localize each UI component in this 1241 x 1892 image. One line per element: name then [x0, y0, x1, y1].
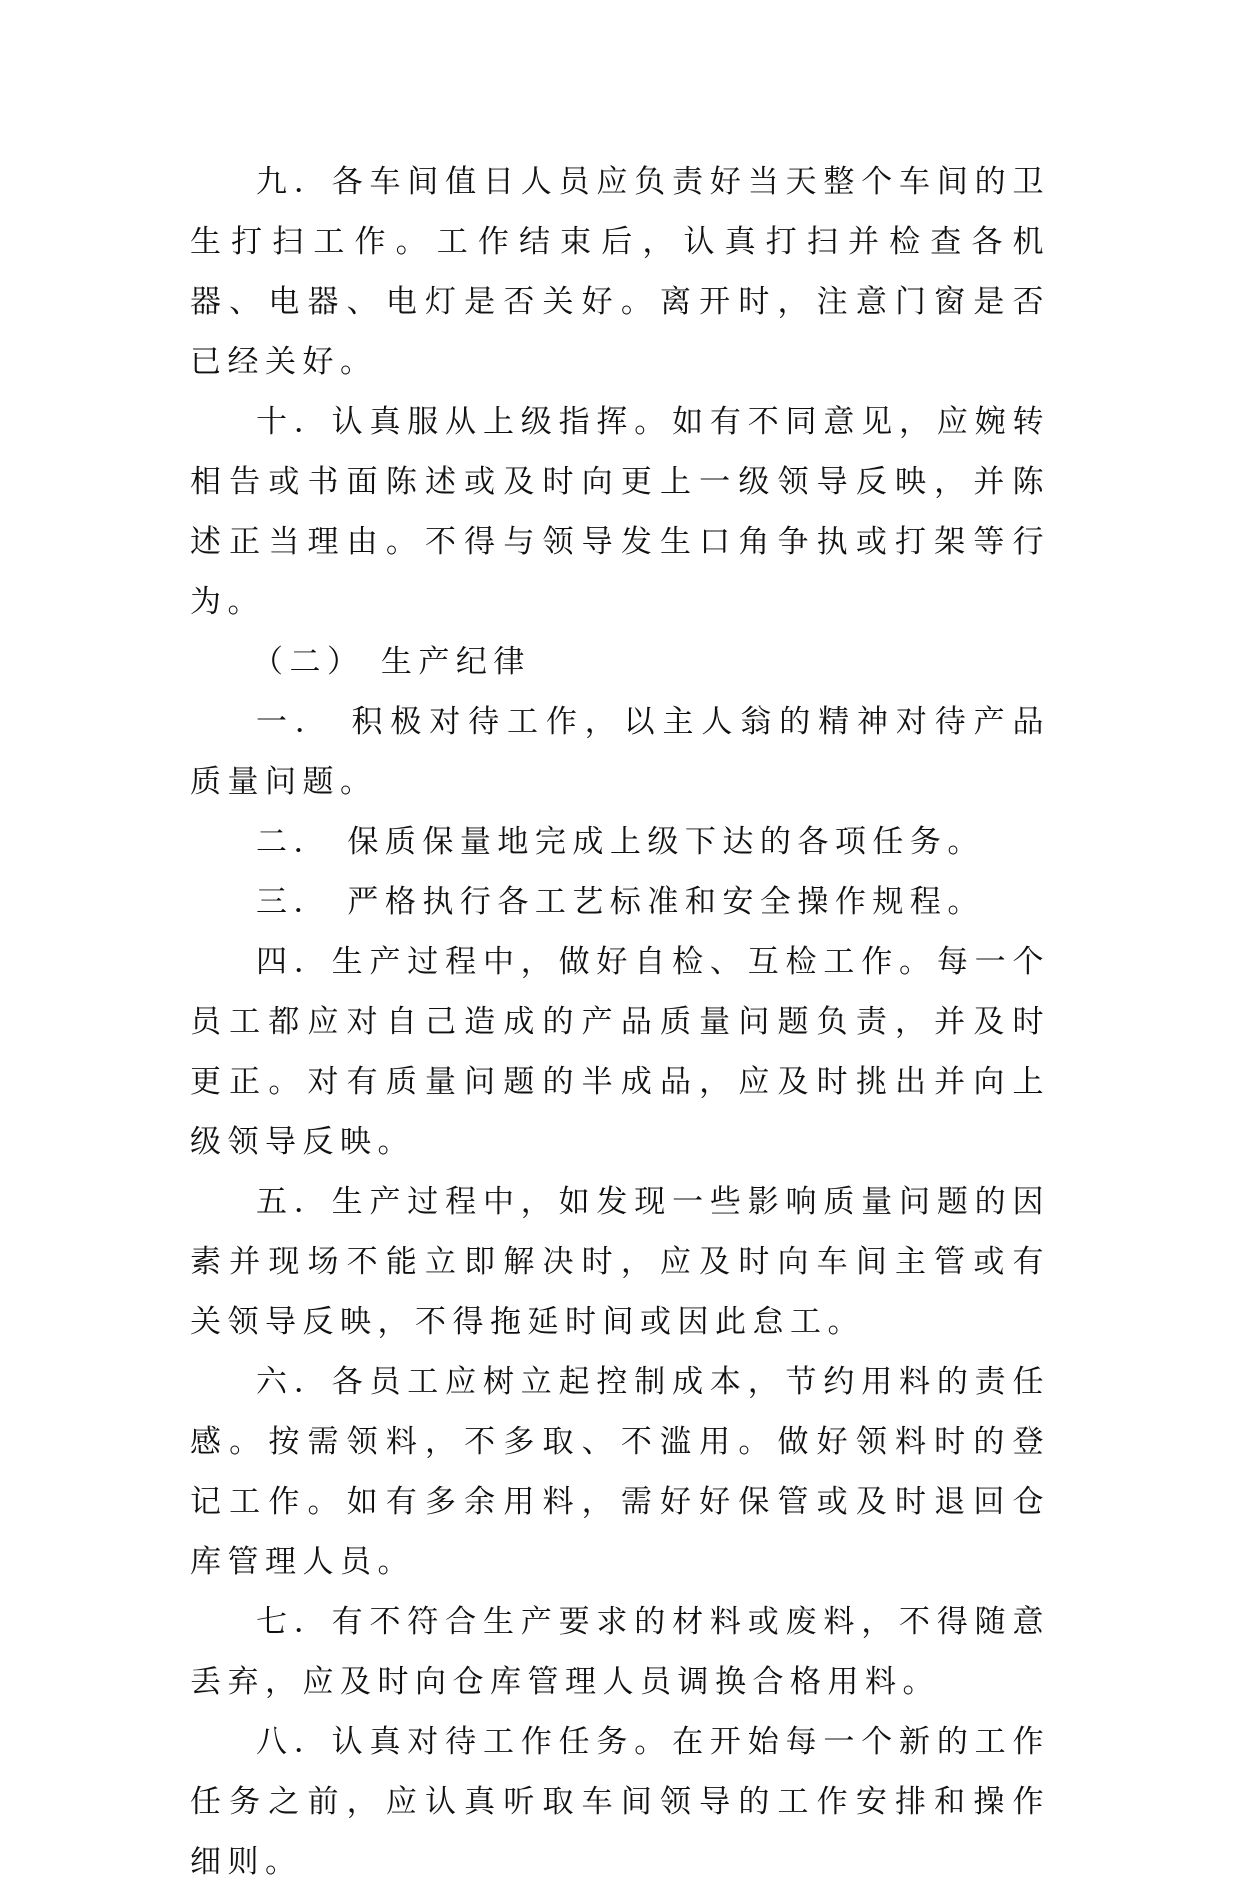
paragraph-item-3: 三． 严格执行各工艺标准和安全操作规程。: [256, 884, 985, 920]
document-body: [190, 152, 1050, 1892]
paragraph-item-8: 八．认真对待工作任务。在开始每一个新的工作任务之前，应认真听取车间领导的工作安排和操作细则。: [190, 1724, 1050, 1880]
paragraph-item-10: 十．认真服从上级指挥。如有不同意见，应婉转相告或书面陈述或及时向更上一级领导反映，并陈述正当理由。不得与领导发生口角争执或打架等行为。: [190, 404, 1050, 620]
paragraph-item-7: 七．有不符合生产要求的材料或废料，不得随意丢弃，应及时向仓库管理人员调换合格用料。: [190, 1604, 1050, 1700]
section-heading-production-discipline: （二） 生产纪律: [252, 644, 531, 680]
paragraph-item-9: 九．各车间值日人员应负责好当天整个车间的卫生打扫工作。工作结束后，认真打扫并检查各机器、电器、电灯是否关好。离开时，注意门窗是否已经关好。: [190, 164, 1050, 380]
paragraph-item-4: 四．生产过程中，做好自检、互检工作。每一个员工都应对自己造成的产品质量问题负责，并及时更正。对有质量问题的半成品，应及时挑出并向上级领导反映。: [190, 944, 1050, 1160]
paragraph-item-1: 一． 积极对待工作，以主人翁的精神对待产品质量问题。: [190, 704, 1050, 800]
paragraph-item-5: 五．生产过程中，如发现一些影响质量问题的因素并现场不能立即解决时，应及时向车间主管或有关领导反映，不得拖延时间或因此怠工。: [190, 1184, 1050, 1340]
paragraph-item-2: 二． 保质保量地完成上级下达的各项任务。: [256, 824, 985, 860]
paragraph-item-6: 六．各员工应树立起控制成本，节约用料的责任感。按需领料，不多取、不滥用。做好领料时的登记工作。如有多余用料，需好好保管或及时退回仓库管理人员。: [190, 1364, 1050, 1580]
